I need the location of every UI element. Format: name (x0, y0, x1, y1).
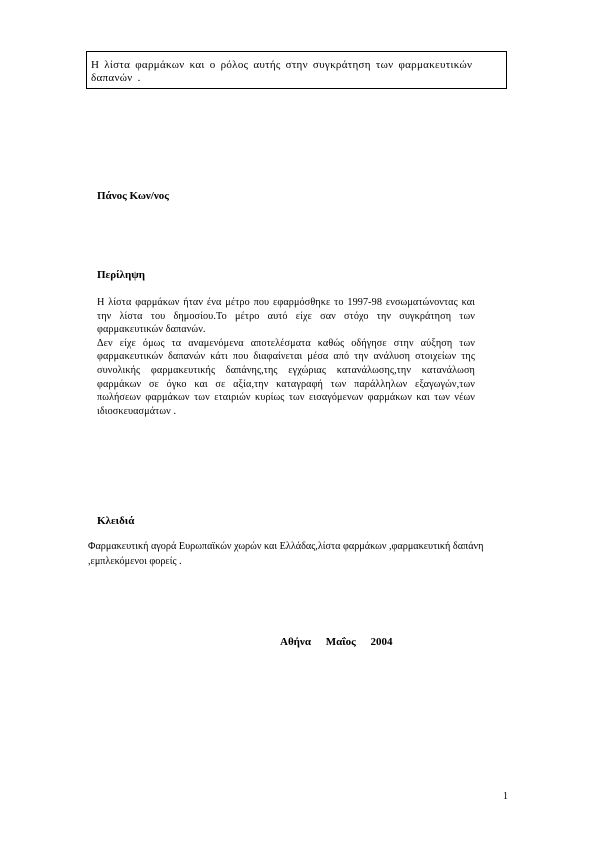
abstract-heading: Περίληψη (97, 269, 146, 281)
keywords-text: Φαρμακευτική αγορά Ευρωπαϊκών χωρών και Ελλάδας,λίστα φαρμάκων ,φαρμακευτική δαπάνη ,εμπλεκόμενοι φορείς . (88, 541, 484, 567)
page-number: 1 (503, 791, 508, 802)
abstract-body (97, 296, 475, 418)
keywords-heading: Κλειδιά (97, 515, 135, 527)
place-date: Αθήνα Μαΐος 2004 (280, 636, 393, 648)
author-name: Πάνος Κων/νος (97, 190, 169, 202)
abstract-paragraph: Η λίστα φαρμάκων ήταν ένα μέτρο που εφαρμόσθηκε το 1997-98 ενσωματώνοντας και την λίστα του δημοσίου.Το μέτρο αυτό είχε σαν στόχο την συγκράτηση των φαρμακευτικών δαπανών. (97, 297, 475, 336)
document-title: Η λίστα φαρμάκων και ο ρόλος αυτής στην συγκράτηση των φαρμακευτικών δαπανών . (86, 51, 507, 89)
abstract-paragraph: Δεν είχε όμως τα αναμενόμενα αποτελέσματα καθώς οδήγησε στην αύξηση των φαρμακευτικών δαπανών κάτι που διαφαίνεται μέσα από την ανάλυση στοιχείων της συνολικής φαρμακευτικής δαπάνης,της εγχώριας κατανάλωσης,την κατανάλωση φαρμάκων σε όγκο και σε αξία,την καταγραφή των παράλληλων εξαγωγών,των πωλήσεων φαρμάκων των εταιριών κυρίως των εισαγόμενων φαρμάκων και των νέων ιδιοσκευασμάτων . (97, 337, 475, 417)
